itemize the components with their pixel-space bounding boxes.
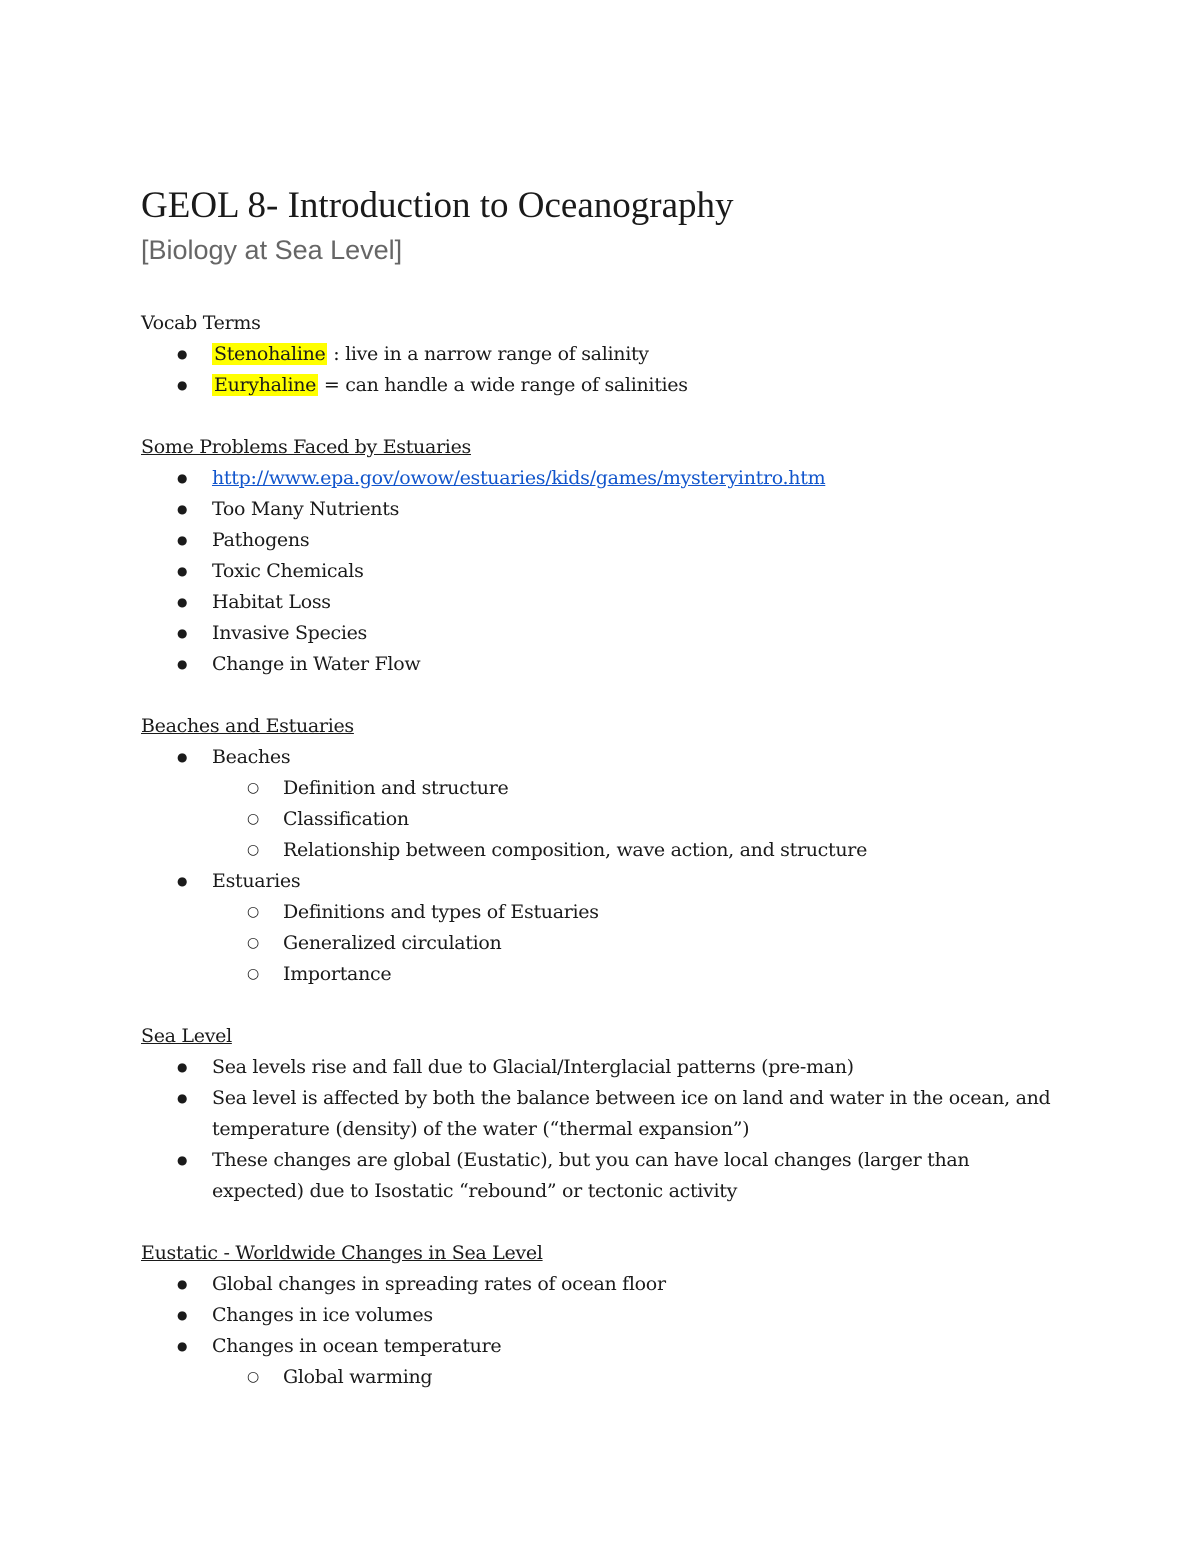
list-item: ● Change in Water Flow — [141, 649, 1061, 680]
term-definition: = can handle a wide range of salinities — [318, 374, 688, 396]
highlighted-term: Euryhaline — [214, 374, 317, 396]
list-item: ● Pathogens — [141, 525, 1061, 556]
list-item: ● Invasive Species — [141, 618, 1061, 649]
beaches-list — [141, 742, 1061, 990]
beaches-section — [141, 711, 1061, 990]
epa-link[interactable]: http://www.epa.gov/owow/estuaries/kids/games/mysteryintro.htm — [212, 467, 826, 489]
list-item — [141, 339, 1061, 370]
vocab-section — [141, 308, 1061, 401]
list-item: ● Global changes in spreading rates of ocean floor — [141, 1269, 1061, 1300]
sub-list-item: ○ Definitions and types of Estuaries — [141, 897, 1061, 928]
list-item: ● Too Many Nutrients — [141, 494, 1061, 525]
list-item: ● Habitat Loss — [141, 587, 1061, 618]
sub-list-item: ○ Global warming — [141, 1362, 1061, 1393]
sea-level-heading: Sea Level — [141, 1025, 232, 1047]
highlighted-term: Stenohaline — [214, 343, 326, 365]
list-item: ● Beaches — [141, 742, 1061, 773]
document-subtitle: [Biology at Sea Level] — [141, 235, 403, 265]
vocab-heading: Vocab Terms — [141, 312, 261, 334]
term-definition: : live in a narrow range of salinity — [327, 343, 649, 365]
list-item: ● Changes in ocean temperature — [141, 1331, 1061, 1362]
document-page — [141, 184, 1061, 1393]
document-title: GEOL 8- Introduction to Oceanography — [141, 185, 734, 226]
sea-level-list — [141, 1052, 1061, 1207]
problems-list — [141, 463, 1061, 680]
sub-list-item: ○ Generalized circulation — [141, 928, 1061, 959]
vocab-list — [141, 339, 1061, 401]
sub-list-item: ○ Classification — [141, 804, 1061, 835]
list-item: ● Sea levels rise and fall due to Glacial/Interglacial patterns (pre-man) — [141, 1052, 1061, 1083]
sub-list-item: ○ Relationship between composition, wave action, and structure — [141, 835, 1061, 866]
list-item: ● These changes are global (Eustatic), but you can have local changes (larger than expected) due to Isostatic “rebound” or tectonic activity — [141, 1145, 1061, 1207]
list-item: ● Changes in ice volumes — [141, 1300, 1061, 1331]
beaches-heading: Beaches and Estuaries — [141, 715, 354, 737]
eustatic-heading: Eustatic - Worldwide Changes in Sea Level — [141, 1242, 543, 1264]
list-item — [141, 370, 1061, 401]
eustatic-section — [141, 1238, 1061, 1393]
list-item: ● Toxic Chemicals — [141, 556, 1061, 587]
list-item — [141, 463, 1061, 494]
problems-section — [141, 432, 1061, 680]
sea-level-section — [141, 1021, 1061, 1207]
eustatic-list — [141, 1269, 1061, 1393]
list-item: ● Estuaries — [141, 866, 1061, 897]
sub-list-item: ○ Definition and structure — [141, 773, 1061, 804]
sub-list-item: ○ Importance — [141, 959, 1061, 990]
list-item: ● Sea level is affected by both the balance between ice on land and water in the ocean, and temperature (density) of the water (“thermal expansion”) — [141, 1083, 1061, 1145]
problems-heading: Some Problems Faced by Estuaries — [141, 436, 471, 458]
